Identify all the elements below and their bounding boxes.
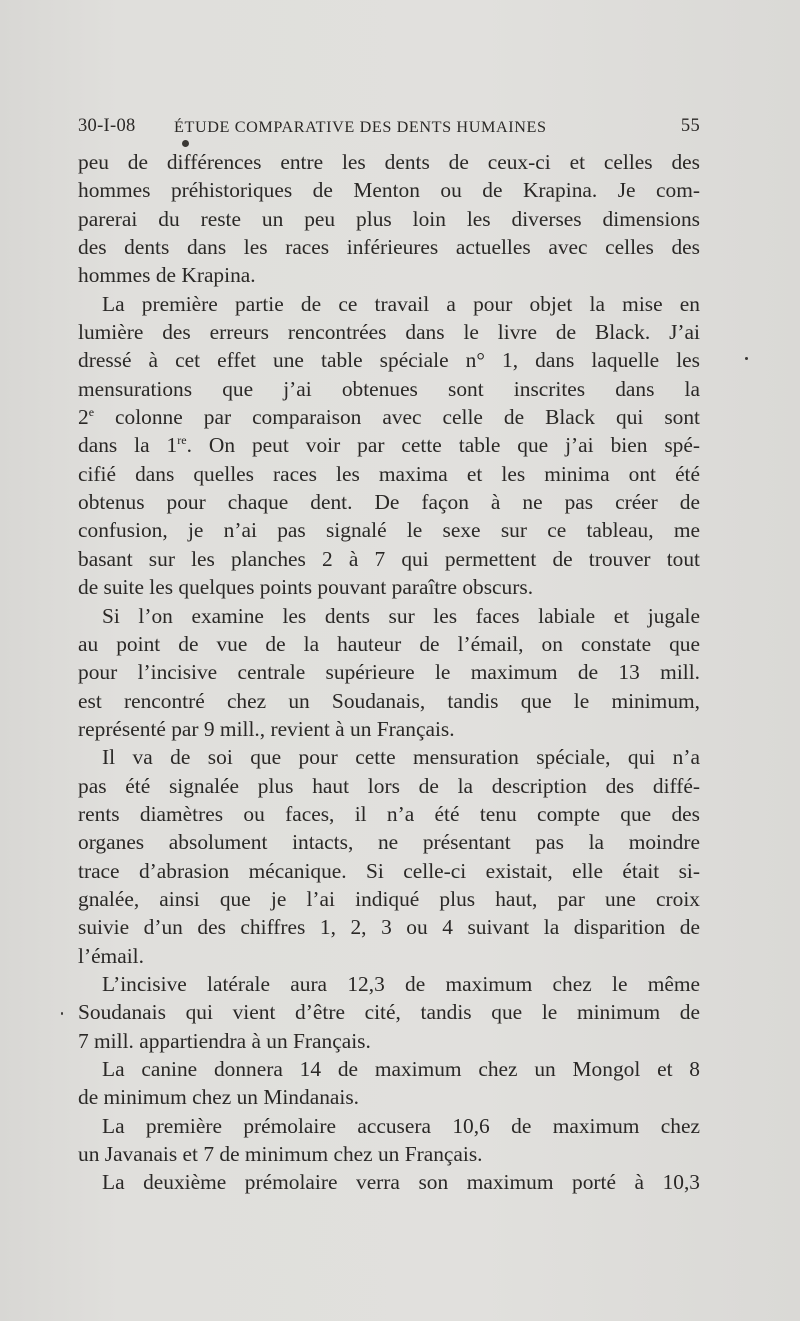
text-line: L’incisive latérale aura 12,3 de maximum chez le même (102, 971, 700, 996)
text-line: de minimum chez un Mindanais. (78, 1085, 359, 1110)
text-line: lumière des erreurs rencontrées dans le livre de Black. J’ai (78, 320, 700, 345)
body-text (78, 148, 700, 1197)
text-line: La canine donnera 14 de maximum chez un Mongol et 8 (102, 1057, 700, 1081)
text-line: au point de vue de la hauteur de l’émail, on constate que (78, 631, 700, 656)
running-title: ÉTUDE COMPARATIVE DES DENTS HUMAINES (174, 118, 547, 136)
text-line: Soudanais qui vient d’être cité, tandis que le minimum de (78, 1000, 700, 1025)
text-line: La première partie de ce travail a pour objet la mise en (102, 291, 700, 316)
page-header (78, 112, 700, 144)
text-line: de suite les quelques points pouvant paraître obscurs. (78, 575, 534, 600)
text-line: hommes de Krapina. (78, 263, 256, 288)
ink-speck (745, 357, 748, 360)
text-line: Il va de soi que pour cette mensuration spéciale, qui n’a (102, 745, 700, 770)
text-line: mensurations que j’ai obtenues sont inscrites dans la (78, 376, 700, 401)
ink-speck (182, 140, 189, 147)
text-line: représenté par 9 mill., revient à un Français. (78, 716, 455, 741)
text-line: peu de différences entre les dents de ceux-ci et celles des (78, 150, 700, 174)
text-line: hommes préhistoriques de Menton ou de Krapina. Je com- (78, 178, 700, 203)
ink-speck (61, 1012, 63, 1015)
text-line: suivie d’un des chiffres 1, 2, 3 ou 4 suivant la disparition de (78, 915, 700, 940)
text-line: 7 mill. appartiendra à un Français. (78, 1028, 371, 1053)
text-line: parerai du reste un peu plus loin les diverses dimensions (78, 206, 700, 231)
text-line: La deuxième prémolaire verra son maximum porté à 10,3 (102, 1170, 700, 1195)
text-line: rents diamètres ou faces, il n’a été tenu compte que des (78, 801, 700, 826)
text-line: confusion, je n’ai pas signalé le sexe sur ce tableau, me (78, 518, 700, 543)
text-line: l’émail. (78, 943, 144, 968)
text-line: obtenus pour chaque dent. De façon à ne pas créer de (78, 490, 700, 515)
text-line: dans la 1re. On peut voir par cette table que j’ai bien spé- (78, 433, 700, 458)
text-line: basant sur les planches 2 à 7 qui permettent de trouver tout (78, 546, 700, 571)
text-line: pour l’incisive centrale supérieure le maximum de 13 mill. (78, 660, 700, 685)
text-line: pas été signalée plus haut lors de la description des diffé- (78, 773, 700, 798)
text-line: est rencontré chez un Soudanais, tandis que le minimum, (78, 688, 700, 713)
text-line: organes absolument intacts, ne présentant pas la moindre (78, 830, 700, 855)
text-line: cifié dans quelles races les maxima et les minima ont été (78, 461, 700, 486)
text-line: Si l’on examine les dents sur les faces labiale et jugale (102, 603, 700, 628)
text-line: gnalée, ainsi que je l’ai indiqué plus haut, par une croix (78, 886, 700, 911)
text-line: des dents dans les races inférieures actuelles avec celles des (78, 235, 700, 260)
text-line: dressé à cet effet une table spéciale n° 1, dans laquelle les (78, 348, 700, 373)
text-line: 2e colonne par comparaison avec celle de Black qui sont (78, 405, 700, 430)
text-line: un Javanais et 7 de minimum chez un Français. (78, 1142, 483, 1167)
folio-signature: 30-I-08 (78, 116, 136, 136)
text-line: La première prémolaire accusera 10,6 de maximum chez (102, 1113, 700, 1138)
page-number: 55 (680, 116, 700, 136)
text-line: trace d’abrasion mécanique. Si celle-ci existait, elle était si- (78, 858, 700, 883)
